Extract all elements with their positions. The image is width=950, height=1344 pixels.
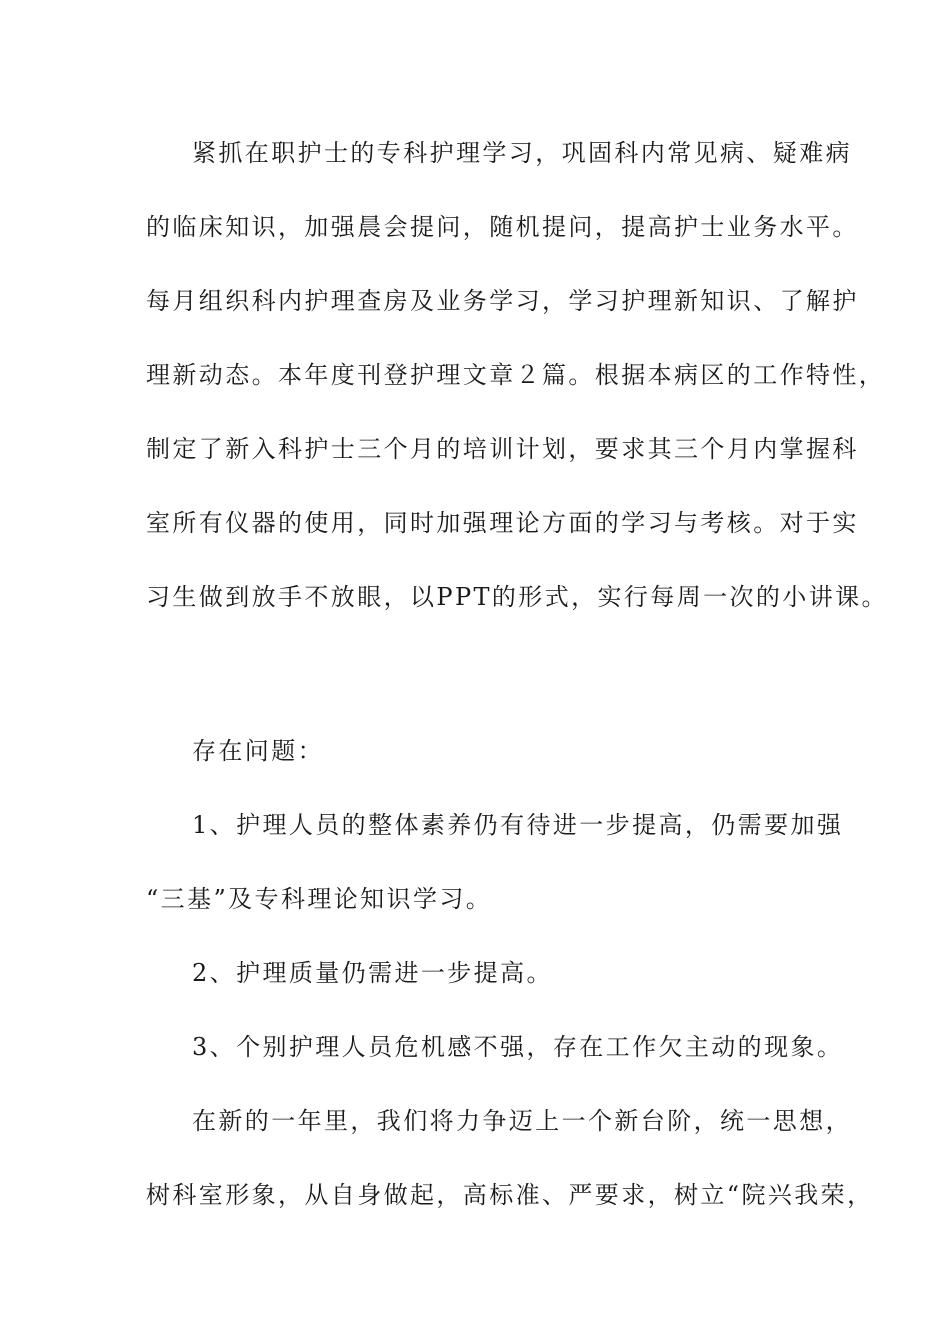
issue-item-3: 3、个别护理人员危机感不强，存在工作欠主动的现象。	[192, 1033, 844, 1061]
paragraph-line: 理新动态。本年度刊登护理文章２篇。根据本病区的工作特性，	[146, 361, 886, 389]
paragraph-line: 室所有仪器的使用，同时加强理论方面的学习与考核。对于实	[146, 509, 859, 537]
issue-item-2: 2、护理质量仍需进一步提高。	[192, 959, 553, 987]
paragraph-line: 在新的一年里，我们将力争迈上一个新台阶，统一思想，	[192, 1107, 852, 1135]
paragraph-line: 每月组织科内护理查房及业务学习，学习护理新知识、了解护	[146, 287, 859, 315]
paragraph-line: 紧抓在职护士的专科护理学习，巩固科内常见病、疑难病	[192, 139, 852, 167]
issue-item-1-continuation: “三基”及专科理论知识学习。	[146, 885, 493, 913]
paragraph-line: 制定了新入科护士三个月的培训计划，要求其三个月内掌握科	[146, 435, 859, 463]
paragraph-line: 习生做到放手不放眼，以PPT的形式，实行每周一次的小讲课。	[146, 583, 888, 611]
issue-item-1: 1、护理人员的整体素养仍有待进一步提高，仍需要加强	[192, 811, 844, 839]
paragraph-line: 的临床知识，加强晨会提问，随机提问，提高护士业务水平。	[146, 213, 859, 241]
paragraph-line: 树科室形象，从自身做起，高标准、严要求，树立“院兴我荣，	[146, 1181, 874, 1209]
section-heading: 存在问题：	[192, 737, 324, 765]
